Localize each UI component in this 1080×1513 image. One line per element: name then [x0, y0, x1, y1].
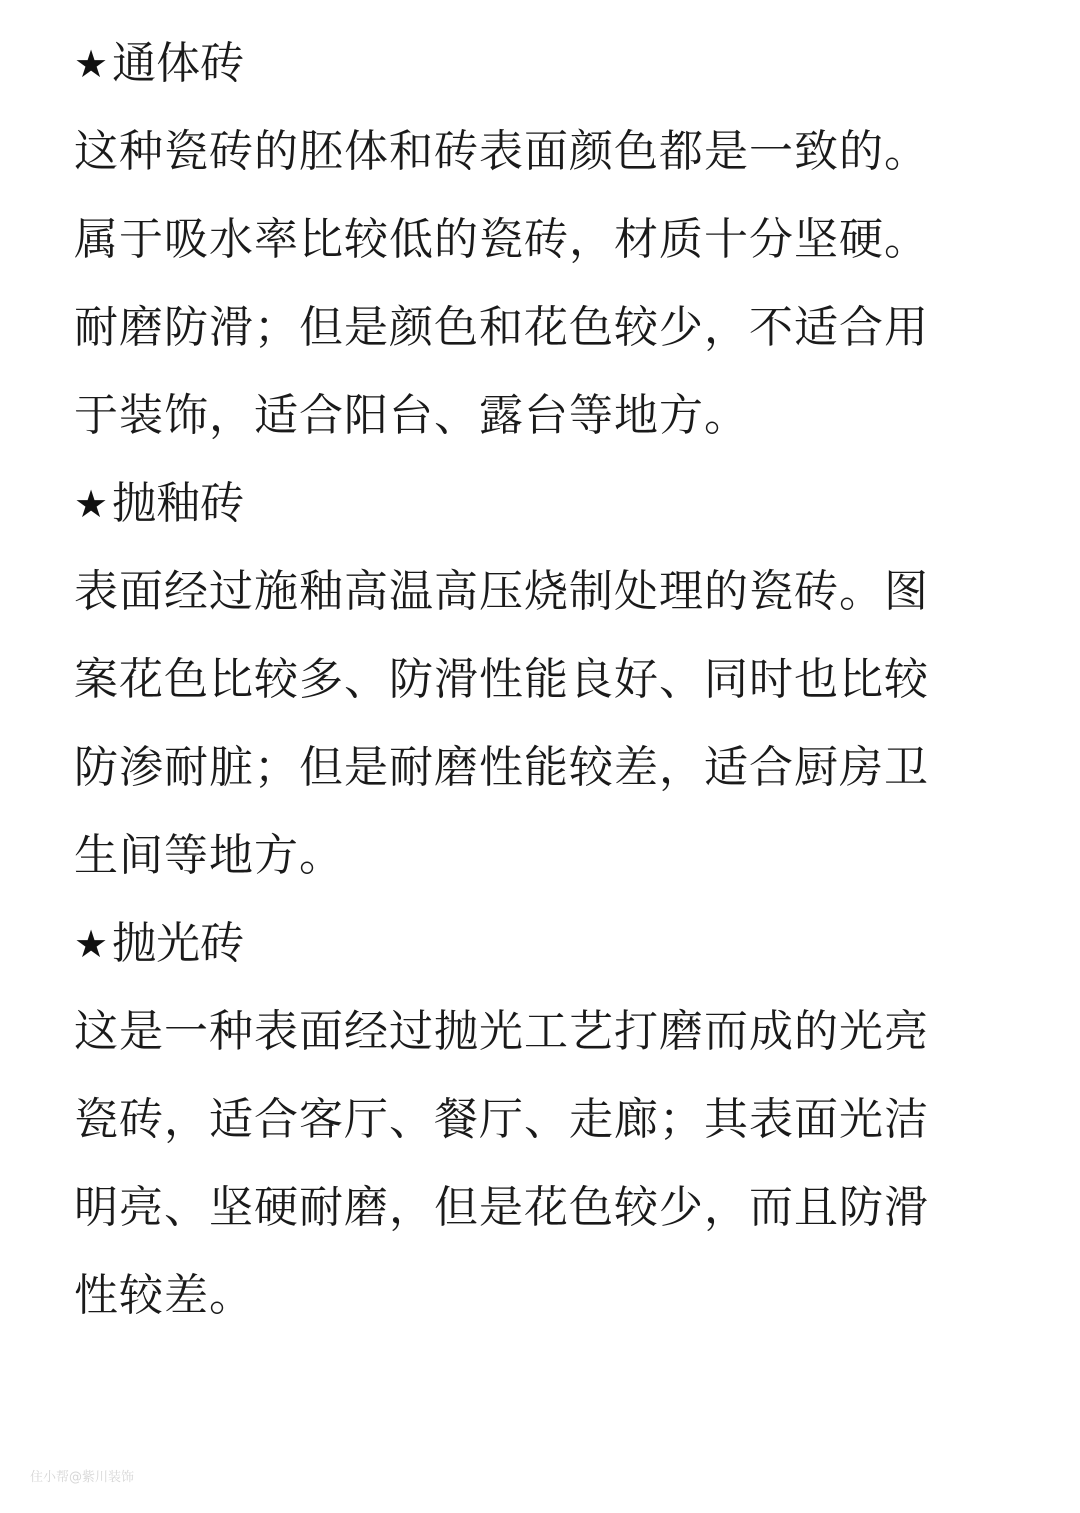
star-icon: ★ — [74, 42, 109, 86]
paragraph-line: 这是一种表面经过抛光工艺打磨而成的光亮 — [74, 1006, 929, 1057]
star-icon: ★ — [74, 922, 109, 966]
document-body — [74, 20, 1006, 1340]
section-heading — [74, 900, 1006, 988]
section-heading — [74, 460, 1006, 548]
section-heading — [74, 20, 1006, 108]
paragraph-line: 生间等地方。 — [74, 830, 344, 881]
paragraph-line: 防渗耐脏；但是耐磨性能较差，适合厨房卫 — [74, 742, 929, 793]
paragraph-line: 性较差。 — [74, 1270, 254, 1321]
paragraph-line: 耐磨防滑；但是颜色和花色较少，不适合用 — [74, 302, 929, 353]
section-tongti — [74, 20, 1006, 460]
section-paoyou — [74, 460, 1006, 900]
paragraph-line: 明亮、坚硬耐磨，但是花色较少，而且防滑 — [74, 1182, 929, 1233]
watermark: 住小帮@紫川装饰 — [30, 1470, 135, 1485]
star-icon: ★ — [74, 482, 109, 526]
paragraph-line: 瓷砖，适合客厅、餐厅、走廊；其表面光洁 — [74, 1094, 929, 1145]
paragraph-line: 属于吸水率比较低的瓷砖，材质十分坚硬。 — [74, 214, 929, 265]
paragraph-line: 案花色比较多、防滑性能良好、同时也比较 — [74, 654, 929, 705]
paragraph-line: 表面经过施釉高温高压烧制处理的瓷砖。图 — [74, 566, 929, 617]
heading-text: 抛釉砖 — [112, 478, 245, 529]
heading-text: 通体砖 — [112, 38, 245, 89]
section-paoguang — [74, 900, 1006, 1340]
heading-text: 抛光砖 — [112, 918, 245, 969]
paragraph-line: 这种瓷砖的胚体和砖表面颜色都是一致的。 — [74, 126, 929, 177]
paragraph-line: 于装饰，适合阳台、露台等地方。 — [74, 390, 749, 441]
